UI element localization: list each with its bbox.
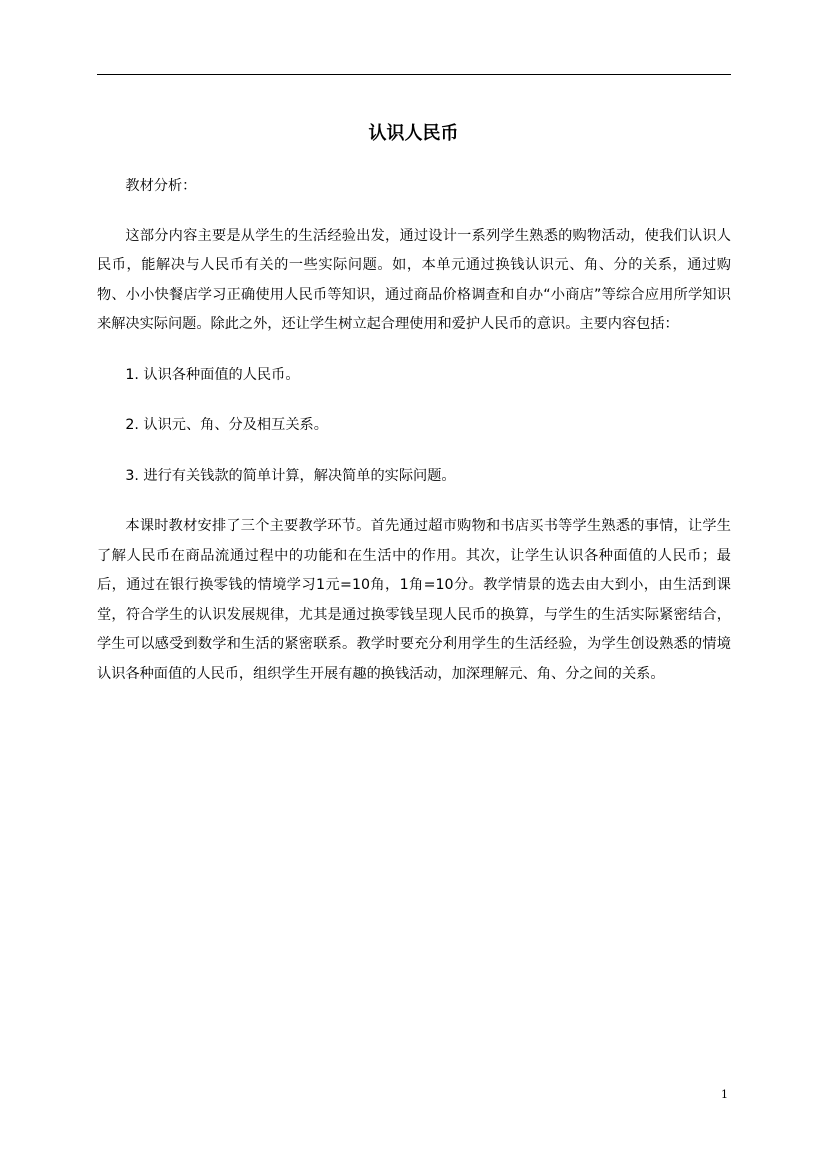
list-item: 3. 进行有关钱款的简单计算，解决简单的实际问题。 [125, 467, 456, 484]
document-body [97, 172, 731, 689]
page-number: 1 [721, 1088, 728, 1101]
section-heading: 教材分析： [125, 178, 197, 194]
header-rule [97, 74, 731, 75]
paragraph-lesson: 本课时教材安排了三个主要教学环节。首先通过超市购物和书店买书等学生熟悉的事情，让学生了解人民币在商品流通过程中的功能和在生活中的作用。其次，让学生认识各种面值的人民币；最后，通过在银行换零钱的情境学习1元=10角，1角=10分。教学情景的选去由大到小，由生活到课堂，符合学生的认识发展规律，尤其是通过换零钱呈现人民币的换算，与学生的生活实际紧密结合，学生可以感受到数学和生活的紧密联系。教学时要充分利用学生的生活经验，为学生创设熟悉的情境认识各种面值的人民币，组织学生开展有趣的换钱活动，加深理解元、角、分之间的关系。 [97, 518, 731, 682]
list-item: 2. 认识元、角、分及相互关系。 [125, 417, 328, 433]
document-title: 认识人民币 [368, 123, 459, 144]
list-item: 1. 认识各种面值的人民币。 [125, 366, 300, 383]
paragraph-intro: 这部分内容主要是从学生的生活经验出发，通过设计一系列学生熟悉的购物活动，使我们认识人民币，能解决与人民币有关的一些实际问题。如，本单元通过换钱认识元、角、分的关系，通过购物、小小快餐店学习正确使用人民币等知识，通过商品价格调查和自办“小商店”等综合应用所学知识来解决实际问题。除此之外，还让学生树立起合理使用和爱护人民币的意识。主要内容包括： [97, 227, 731, 332]
